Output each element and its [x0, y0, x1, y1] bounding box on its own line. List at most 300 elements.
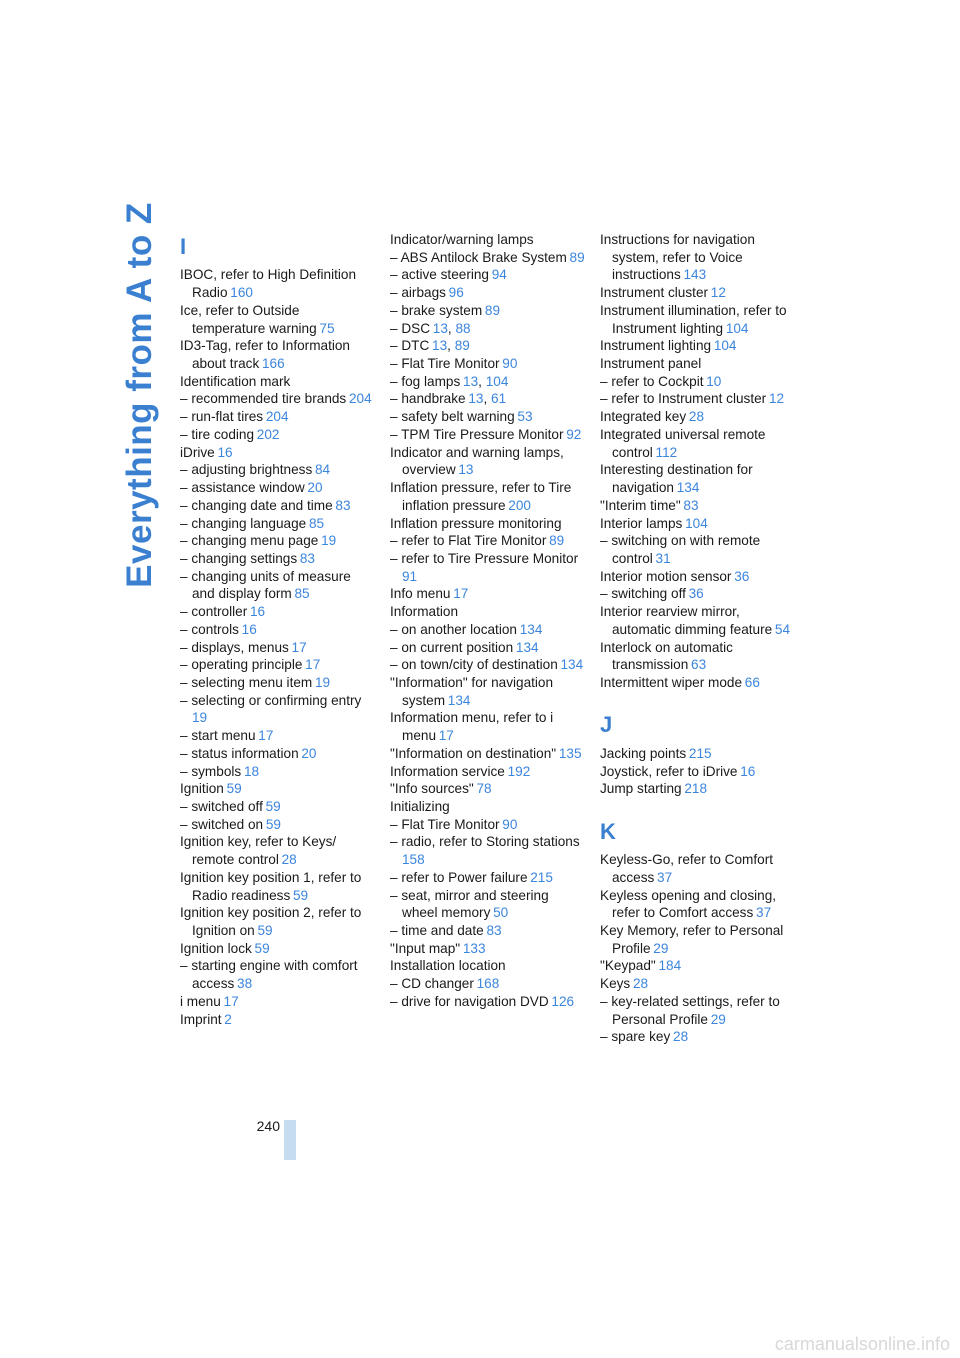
- index-entry-text: Keyless-Go, refer to Comfort access: [600, 852, 773, 885]
- page-reference-link[interactable]: 59: [226, 781, 242, 797]
- page-reference-link[interactable]: 134: [519, 621, 543, 637]
- index-entry: [390, 603, 585, 621]
- index-entry: [390, 957, 585, 975]
- index-entry-text: ID3-Tag, refer to Information about track: [180, 338, 350, 372]
- index-entry: [600, 284, 795, 302]
- page-reference-link[interactable]: 215: [530, 869, 553, 885]
- index-entry: [180, 993, 375, 1011]
- index-entry-text: – refer to Cockpit: [600, 373, 704, 389]
- page-reference-link[interactable]: 89: [454, 338, 470, 354]
- index-entry-text: Ignition: [180, 781, 224, 797]
- index-entry-text: – controls: [180, 621, 239, 637]
- page-reference-link[interactable]: 31: [655, 550, 671, 566]
- page-reference-link[interactable]: 134: [676, 480, 700, 496]
- index-entry: [180, 603, 375, 621]
- index-entry: [180, 426, 375, 444]
- page-reference-link[interactable]: 20: [301, 745, 317, 761]
- index-entry: [390, 780, 585, 798]
- index-entry-text: Interior rearview mirror, automatic dimming feature: [600, 604, 773, 637]
- index-entry-text: Ignition lock: [180, 940, 252, 956]
- page-reference-link[interactable]: 66: [744, 674, 760, 690]
- index-entry: [390, 656, 585, 674]
- index-entry: [600, 763, 795, 781]
- page-reference-link[interactable]: 88: [455, 320, 471, 336]
- index-entry: [180, 302, 375, 337]
- page-reference-link[interactable]: 126: [551, 993, 575, 1009]
- page-reference-link[interactable]: 91: [402, 568, 418, 584]
- page-reference-link[interactable]: 112: [655, 444, 678, 460]
- page-reference-link[interactable]: 16: [740, 763, 756, 779]
- page-reference-link[interactable]: 63: [691, 657, 707, 673]
- page-reference-link[interactable]: 160: [230, 285, 253, 301]
- page-reference-link[interactable]: 54: [774, 621, 791, 637]
- index-entry: [390, 833, 585, 868]
- page-reference-link[interactable]: 12: [710, 285, 726, 301]
- index-entry-text: – selecting or confirming entry: [180, 692, 362, 708]
- index-entry-text: Integrated universal remote control: [600, 426, 766, 460]
- page-marker-bar: [284, 1120, 296, 1160]
- index-entry-text: Info menu: [390, 586, 451, 602]
- index-entry: [600, 957, 795, 975]
- index-entry: [600, 302, 795, 337]
- index-entry-text: – selecting menu item: [180, 674, 313, 690]
- page-reference-link[interactable]: 92: [566, 426, 582, 442]
- page-reference-link[interactable]: 13: [458, 462, 474, 478]
- index-entry: [600, 426, 795, 461]
- index-entry-text: – switching on with remote control: [600, 533, 761, 566]
- index-entry: [390, 745, 585, 763]
- index-entry: [390, 515, 585, 533]
- index-entry: – handbrake 13, 61: [390, 391, 507, 407]
- index-entry: [600, 390, 795, 408]
- index-entry-text: "Info sources": [390, 781, 474, 797]
- index-entry: [600, 231, 795, 284]
- page-reference-link[interactable]: 85: [294, 586, 310, 602]
- index-entry: [390, 302, 585, 320]
- index-entry-text: – time and date: [390, 923, 484, 939]
- page-reference-link[interactable]: 90: [502, 816, 518, 832]
- index-entry: [180, 763, 375, 781]
- index-entry-text: iDrive: [180, 444, 215, 460]
- index-entry-text: – changing language: [180, 515, 307, 531]
- index-entry-text: Instrument lighting: [600, 338, 712, 354]
- index-entry-text: "Information" for navigation system: [390, 674, 554, 708]
- index-entry: [180, 479, 375, 497]
- page-reference-link[interactable]: 204: [265, 409, 289, 425]
- index-entry-text: Instructions for navigation system, refer to Voice instructions: [600, 232, 755, 283]
- index-entry-text: – refer to Flat Tire Monitor: [390, 533, 547, 549]
- page-reference-link[interactable]: 85: [308, 515, 325, 531]
- page-reference-link[interactable]: 204: [348, 391, 372, 407]
- index-entry: [390, 887, 585, 922]
- index-entry: – fog lamps 13, 104: [390, 373, 509, 389]
- index-entry: [390, 249, 585, 267]
- index-entry: [180, 461, 375, 479]
- index-entry-text: Interior lamps: [600, 515, 683, 531]
- index-entry: [600, 603, 795, 638]
- index-entry-text: Instrument illumination, refer to Instrument lighting: [600, 302, 787, 336]
- chapter-side-title-text: Everything from A to Z: [120, 202, 159, 588]
- page-reference-link[interactable]: 28: [673, 1029, 689, 1045]
- index-entry-text: – on town/city of destination: [390, 657, 558, 673]
- page-reference-link[interactable]: 135: [558, 745, 582, 761]
- index-entry: [180, 621, 375, 639]
- index-entry: [390, 639, 585, 657]
- page-reference-link[interactable]: 166: [262, 356, 285, 372]
- index-entry: [390, 798, 585, 816]
- page-reference-link[interactable]: 59: [257, 923, 273, 939]
- index-column-1: [180, 231, 375, 1028]
- index-entry-text: Indicator/warning lamps: [390, 232, 534, 247]
- page-reference-link[interactable]: 192: [507, 763, 531, 779]
- index-entry-text: – safety belt warning: [390, 409, 515, 425]
- index-entry-text: – changing units of measure and display form: [180, 568, 351, 602]
- page-reference-link[interactable]: 184: [658, 958, 682, 974]
- page-reference-link[interactable]: 134: [560, 657, 584, 673]
- index-entry-text: Jump starting: [600, 781, 682, 797]
- page-reference-link[interactable]: 89: [549, 533, 565, 549]
- index-entry: [180, 957, 375, 992]
- index-column-2: [390, 231, 585, 1011]
- page-reference-link[interactable]: 37: [756, 905, 772, 921]
- page-reference-link[interactable]: 10: [706, 373, 722, 389]
- index-entry: [180, 390, 375, 408]
- index-entry: [390, 922, 585, 940]
- index-entry-text: – switched on: [180, 816, 264, 832]
- index-entry: [180, 816, 375, 834]
- page-reference-link[interactable]: 29: [653, 940, 669, 956]
- index-entry-text: Keys: [600, 976, 631, 992]
- index-entry-text: Interior motion sensor: [600, 568, 732, 584]
- index-entry-text: Information service: [390, 763, 505, 779]
- index-entry: [180, 550, 375, 568]
- index-entry-text: Instrument cluster: [600, 285, 709, 301]
- index-entry-text: Information menu, refer to i menu: [390, 710, 554, 744]
- index-entry: – DSC 13, 88: [390, 320, 471, 336]
- index-entry-text: Interlock on automatic transmission: [600, 639, 733, 673]
- index-entry: [180, 904, 375, 939]
- index-entry-text: – starting engine with comfort access: [180, 958, 358, 992]
- page-reference-link[interactable]: 17: [453, 586, 469, 602]
- index-entry-text: – tire coding: [180, 426, 255, 442]
- index-entry-text: – changing menu page: [180, 533, 319, 549]
- index-entry-text: – DSC: [390, 320, 431, 336]
- page-reference-link[interactable]: 94: [491, 267, 507, 283]
- index-entry: [180, 780, 375, 798]
- page-reference-link[interactable]: 29: [710, 1011, 726, 1027]
- index-entry-text: i menu: [180, 993, 221, 1009]
- index-entry: [600, 975, 795, 993]
- index-entry-text: – refer to Tire Pressure Monitor: [390, 550, 579, 566]
- index-entry: [390, 532, 585, 550]
- page-reference-link[interactable]: 37: [657, 869, 673, 885]
- page-reference-link[interactable]: 90: [502, 356, 518, 372]
- page-reference-link[interactable]: 59: [292, 887, 309, 903]
- page-reference-link[interactable]: 12: [768, 391, 785, 407]
- index-entry: [600, 373, 795, 391]
- page-reference-link[interactable]: 143: [683, 267, 707, 283]
- index-entry-text: Initializing: [390, 799, 450, 814]
- page-reference-link[interactable]: 215: [688, 745, 712, 761]
- page-reference-link[interactable]: 104: [713, 338, 737, 354]
- index-entry: [390, 993, 585, 1011]
- page-reference-link[interactable]: 218: [684, 781, 708, 797]
- index-entry: [390, 355, 585, 373]
- index-entry-text: – drive for navigation DVD: [390, 993, 549, 1009]
- index-entry: [180, 745, 375, 763]
- index-entry-text: – spare key: [600, 1029, 671, 1045]
- page-reference-link[interactable]: 83: [299, 550, 315, 566]
- page-reference-link[interactable]: 17: [291, 639, 307, 655]
- index-entry-text: – symbols: [180, 763, 242, 779]
- section-letter-k: K: [600, 818, 616, 844]
- index-entry: [600, 408, 795, 426]
- index-entry: [390, 940, 585, 958]
- page-reference-link[interactable]: 59: [254, 940, 270, 956]
- index-entry: [390, 231, 585, 249]
- page-reference-link[interactable]: 83: [335, 497, 351, 513]
- page-reference-link[interactable]: 168: [476, 976, 500, 992]
- index-entry: [390, 763, 585, 781]
- page-reference-link[interactable]: 19: [314, 674, 331, 690]
- page-reference-link[interactable]: 28: [281, 852, 297, 868]
- index-entry: [180, 674, 375, 692]
- index-entry-text: – start menu: [180, 728, 256, 744]
- index-entry: [390, 585, 585, 603]
- index-entry-text: Indicator and warning lamps, overview: [390, 444, 564, 478]
- page-reference-link[interactable]: 17: [258, 728, 274, 744]
- index-entry-text: – TPM Tire Pressure Monitor: [390, 426, 564, 442]
- page-reference-link[interactable]: 16: [249, 604, 266, 620]
- index-entry-text: – run-flat tires: [180, 409, 264, 425]
- page-reference-link[interactable]: 13: [468, 391, 484, 407]
- index-entry: [180, 940, 375, 958]
- page-reference-link[interactable]: 53: [517, 409, 533, 425]
- index-entry: [180, 727, 375, 745]
- index-entry: [600, 355, 795, 373]
- index-entry: [600, 780, 795, 798]
- index-entry: [180, 692, 375, 727]
- index-entry-text: – switching off: [600, 586, 686, 602]
- index-entry-text: – ABS Antilock Brake System: [390, 249, 567, 265]
- page-reference-link[interactable]: 16: [241, 621, 257, 637]
- index-entry: [390, 975, 585, 993]
- index-entry: [180, 337, 375, 372]
- index-entry: [600, 851, 795, 886]
- index-entry-text: Imprint: [180, 1011, 222, 1027]
- index-entry-text: – on current position: [390, 639, 514, 655]
- index-entry: [600, 639, 795, 674]
- index-entry: [180, 532, 375, 550]
- index-entry: [390, 426, 585, 444]
- index-entry: [390, 479, 585, 514]
- index-entry: [180, 639, 375, 657]
- index-entry-text: – refer to Power failure: [390, 869, 528, 885]
- index-entry: [180, 373, 375, 391]
- index-entry-text: – brake system: [390, 302, 483, 318]
- index-entry-text: – status information: [180, 745, 299, 761]
- index-entry-text: – Flat Tire Monitor: [390, 356, 500, 372]
- index-entry-text: Ignition key, refer to Keys/ remote control: [180, 834, 337, 868]
- index-entry: [600, 674, 795, 692]
- index-entry-text: – displays, menus: [180, 639, 289, 655]
- index-column-3: [600, 231, 795, 1046]
- index-entry-text: Information: [390, 604, 459, 620]
- index-entry: [180, 1011, 375, 1029]
- page-reference-link[interactable]: 78: [476, 781, 492, 797]
- page-reference-link[interactable]: 84: [314, 462, 331, 478]
- page-reference-link[interactable]: 13: [432, 320, 448, 336]
- index-entry-text: – operating principle: [180, 657, 303, 673]
- index-entry-text: Joystick, refer to iDrive: [600, 763, 738, 779]
- chapter-side-title: [120, 202, 160, 588]
- watermark: carmanualsonline.info: [774, 1334, 950, 1354]
- index-entry: [600, 461, 795, 496]
- section-letter-i: I: [180, 234, 187, 259]
- index-entry-text: – assistance window: [180, 480, 305, 496]
- page-reference-link[interactable]: 17: [305, 657, 321, 673]
- index-entry: [390, 284, 585, 302]
- page-reference-link[interactable]: 2: [224, 1011, 232, 1027]
- page-reference-link[interactable]: 28: [632, 976, 649, 992]
- page-reference-link[interactable]: 89: [569, 249, 585, 265]
- index-entry: [600, 993, 795, 1028]
- index-entry-text: – on another location: [390, 621, 517, 637]
- index-entry-text: – seat, mirror and steering wheel memory: [390, 887, 549, 921]
- page-number: 240: [256, 1118, 280, 1134]
- index-entry: [600, 497, 795, 515]
- index-entry: [180, 568, 375, 603]
- index-entry: [390, 674, 585, 709]
- index-entry-text: Integrated key: [600, 409, 687, 425]
- index-entry-text: Intermittent wiper mode: [600, 674, 743, 690]
- page-reference-link[interactable]: 104: [685, 515, 708, 531]
- section-gap: [600, 692, 795, 710]
- index-entry: [390, 869, 585, 887]
- page-reference-link[interactable]: 104: [485, 373, 509, 389]
- index-entry-text: – controller: [180, 604, 248, 620]
- section-letter-j: J: [600, 712, 613, 738]
- page-reference-link[interactable]: 16: [217, 444, 233, 460]
- page-reference-link[interactable]: 13: [432, 338, 448, 354]
- index-entry-text: – handbrake: [390, 391, 466, 407]
- index-entry-text: – CD changer: [390, 976, 474, 992]
- page-reference-link[interactable]: 133: [462, 940, 486, 956]
- index-entry: [600, 922, 795, 957]
- index-entry: [600, 337, 795, 355]
- page-reference-link[interactable]: 20: [307, 480, 323, 496]
- index-entry-text: Ignition key position 1, refer to Radio readiness: [180, 869, 362, 903]
- section-gap: [600, 798, 795, 816]
- page-reference-link[interactable]: 134: [447, 692, 471, 708]
- page-reference-link[interactable]: 59: [265, 799, 281, 814]
- page-reference-link[interactable]: 28: [688, 409, 705, 425]
- index-entry-text: – recommended tire brands: [180, 391, 347, 407]
- index-entry: – DTC 13, 89: [390, 338, 470, 354]
- index-entry-text: – key-related settings, refer to Personal Profile: [600, 993, 780, 1027]
- index-entry: [180, 515, 375, 533]
- index-entry-text: – active steering: [390, 267, 489, 283]
- index-entry-text: Installation location: [390, 958, 506, 974]
- page-reference-link[interactable]: 17: [438, 728, 454, 744]
- index-entry: [600, 887, 795, 922]
- page-reference-link[interactable]: 59: [265, 816, 281, 832]
- index-entry-text: – DTC: [390, 338, 430, 354]
- page-reference-link[interactable]: 134: [515, 639, 539, 655]
- index-entry-text: Key Memory, refer to Personal Profile: [600, 923, 784, 956]
- index-entry: [600, 568, 795, 586]
- page-reference-link[interactable]: 75: [319, 320, 335, 336]
- index-entry-text: Identification mark: [180, 373, 291, 389]
- index-entry-text: – changing settings: [180, 550, 298, 566]
- index-entry-text: "Keypad": [600, 958, 656, 974]
- index-entry: [600, 532, 795, 567]
- index-entry-text: – airbags: [390, 285, 446, 301]
- page-reference-link[interactable]: 50: [493, 905, 509, 921]
- page-reference-link[interactable]: 200: [508, 497, 531, 513]
- page-reference-link[interactable]: 202: [256, 426, 280, 442]
- index-entry-text: Instrument panel: [600, 356, 702, 372]
- index-entry-text: Jacking points: [600, 745, 687, 761]
- page-reference-link[interactable]: 38: [237, 976, 253, 992]
- page-reference-link[interactable]: 36: [688, 586, 704, 602]
- index-entry-text: Inflation pressure, refer to Tire inflation pressure: [390, 480, 572, 513]
- index-entry: [600, 745, 795, 763]
- index-entry-text: – Flat Tire Monitor: [390, 816, 500, 832]
- index-entry-text: Ignition key position 2, refer to Ignition on: [180, 905, 362, 939]
- index-entry-text: – fog lamps: [390, 373, 461, 389]
- index-entry: [180, 408, 375, 426]
- index-entry: [390, 444, 585, 479]
- index-entry-text: IBOC, refer to High Definition Radio: [180, 267, 357, 301]
- index-entry: [180, 497, 375, 515]
- page-reference-link[interactable]: 89: [484, 302, 501, 318]
- page-reference-link[interactable]: 104: [725, 320, 749, 336]
- index-entry-text: – refer to Instrument cluster: [600, 391, 767, 407]
- index-entry-text: Inflation pressure monitoring: [390, 515, 562, 531]
- page-reference-link[interactable]: 61: [491, 391, 507, 407]
- index-entry-text: Ice, refer to Outside temperature warning: [180, 302, 317, 336]
- index-entry-text: "Interim time": [600, 497, 681, 513]
- page-reference-link[interactable]: 17: [223, 993, 239, 1009]
- index-entry-text: Keyless opening and closing, refer to Comfort access: [600, 887, 777, 921]
- index-entry: [180, 869, 375, 904]
- page-reference-link[interactable]: 158: [402, 852, 425, 868]
- page-reference-link[interactable]: 83: [683, 497, 699, 513]
- index-entry: [180, 798, 375, 816]
- index-entry: [180, 833, 375, 868]
- index-entry: [390, 266, 585, 284]
- index-entry: [600, 515, 795, 533]
- page-reference-link[interactable]: 18: [243, 763, 260, 779]
- index-entry-text: Interesting destination for navigation: [600, 462, 753, 496]
- page-reference-link[interactable]: 83: [486, 923, 502, 939]
- index-entry: [390, 408, 585, 426]
- index-entry: [390, 709, 585, 744]
- index-entry: [390, 550, 585, 585]
- page-reference-link[interactable]: 19: [192, 710, 208, 726]
- index-entry-text: "Information on destination": [390, 745, 557, 761]
- page-reference-link[interactable]: 36: [734, 568, 750, 584]
- index-entry-text: – adjusting brightness: [180, 462, 313, 478]
- page-reference-link[interactable]: 13: [463, 373, 479, 389]
- index-entry: [390, 621, 585, 639]
- index-entry: [600, 585, 795, 603]
- index-entry: [390, 816, 585, 834]
- index-entry-text: – radio, refer to Storing stations: [390, 834, 580, 850]
- page-reference-link[interactable]: 19: [321, 533, 337, 549]
- page-reference-link[interactable]: 96: [448, 285, 464, 301]
